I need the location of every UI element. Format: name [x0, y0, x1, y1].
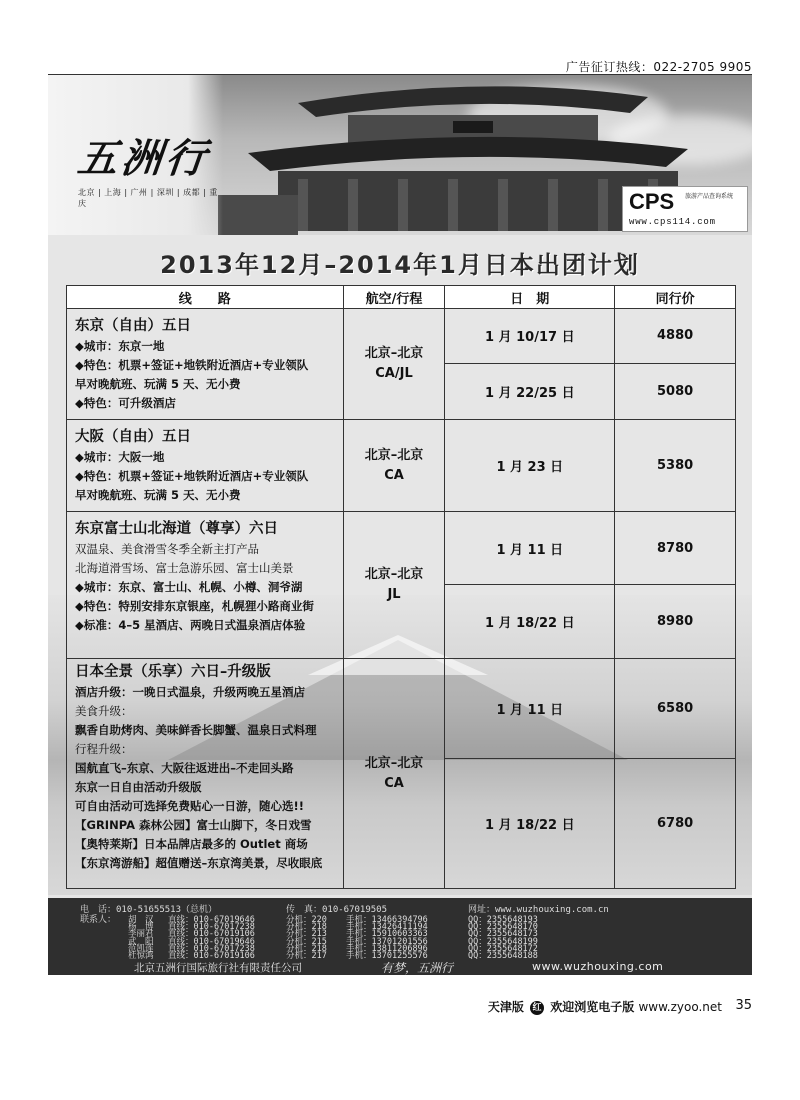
route-line: ◆城市：东京、富士山、札幌、小樽、洞爷湖	[75, 580, 303, 594]
route-title: 东京富士山北海道（尊享）六日	[75, 521, 278, 537]
price-cell: 8780	[615, 512, 736, 585]
contact-qq: QQ：2355648170	[468, 922, 538, 933]
table-row	[67, 512, 736, 585]
contact-direct: 直线：010-67017238	[168, 922, 255, 933]
price-cell: 4880	[615, 309, 736, 364]
contact-qq: QQ：2355648173	[468, 929, 538, 940]
route-line: 【东京湾游船】超值赠送–东京湾美景，尽收眼底	[75, 856, 323, 870]
air-route: 北京–北京	[364, 447, 424, 463]
contact-name: 杜惊鸿	[128, 951, 154, 961]
edition-label: 天津版	[487, 1000, 524, 1014]
air-cell	[343, 512, 445, 659]
tour-schedule-table	[66, 285, 736, 889]
route-line: 飘香自助烤肉、美味鲜香长脚蟹、温泉日式料理	[75, 723, 317, 737]
date-cell: 1 月 22/25 日	[445, 363, 615, 419]
price-cell: 6580	[615, 659, 736, 759]
contact-qq: QQ：2355648172	[468, 943, 538, 954]
air-carrier: CA	[384, 467, 404, 483]
contact-qq: QQ：2355648199	[468, 936, 538, 947]
welcome-text: 欢迎浏览电子版	[550, 1000, 635, 1014]
table-row	[67, 309, 736, 364]
route-cell	[67, 420, 344, 512]
air-cell	[343, 420, 445, 512]
company-name: 北京五洲行国际旅行社有限责任公司	[134, 962, 302, 974]
contact-direct: 直线：010-67019106	[168, 951, 255, 961]
contact-ext: 分机：213	[286, 929, 327, 940]
ad-title: 2013年12月–2014年1月日本出团计划	[160, 251, 640, 279]
contact-direct: 直线：010-67017238	[168, 943, 255, 954]
price-cell: 6780	[615, 759, 736, 889]
route-line: 行程升级：	[75, 742, 133, 756]
date-cell: 1 月 18/22 日	[445, 759, 615, 889]
contact-direct: 直线：010-67019646	[168, 915, 255, 925]
contact-name: 杨 博	[128, 922, 154, 933]
contact-mobile: 手机：15910603363	[346, 929, 428, 940]
route-line: ◆特色：特别安排东京银座，札幌狸小路商业街	[75, 599, 314, 613]
route-line: 早对晚航班、玩满 5 天、无小费	[75, 377, 241, 391]
contact-name: 李丽君	[128, 929, 154, 940]
route-line: ◆特色：机票+签证+地铁附近酒店+专业领队	[75, 469, 309, 483]
red-badge-icon: 红	[530, 1001, 544, 1015]
date-cell: 1 月 18/22 日	[445, 585, 615, 659]
page-footer-text	[488, 998, 722, 1015]
date-cell: 1 月 10/17 日	[445, 309, 615, 364]
route-line: 【奥特莱斯】日本品牌店最多的 Outlet 商场	[75, 837, 308, 851]
contacts-label: 联系人：	[80, 915, 117, 925]
header-air: 航空/行程	[343, 286, 445, 309]
footer-fax: 传 真：010-67019505	[286, 905, 388, 915]
header-date: 日 期	[445, 286, 615, 309]
table-row	[67, 659, 736, 759]
cps-badge	[622, 186, 748, 232]
air-carrier: CA/JL	[375, 366, 413, 381]
route-line: ◆特色：机票+签证+地铁附近酒店+专业领队	[75, 358, 309, 372]
contact-name: 范凯莲	[128, 943, 154, 954]
footer-phone: 电 话：010-51655513（总机）	[80, 905, 218, 915]
air-carrier: JL	[387, 587, 401, 602]
air-route: 北京–北京	[364, 755, 424, 771]
date-cell: 1 月 23 日	[445, 420, 615, 512]
route-line: 双温泉、美食滑雪冬季全新主打产品	[75, 542, 259, 556]
route-title: 大阪（自由）五日	[75, 429, 191, 445]
contact-qq: QQ：2355648193	[468, 915, 538, 925]
contact-ext: 分机：220	[286, 915, 327, 925]
air-cell	[343, 309, 445, 420]
contact-mobile: 手机：13701201556	[346, 936, 428, 947]
route-title: 东京（自由）五日	[75, 318, 191, 334]
route-line: ◆城市：大阪一地	[75, 450, 165, 464]
header-price: 同行价	[615, 286, 736, 309]
contact-ext: 分机：217	[286, 951, 327, 961]
page-header	[0, 0, 800, 74]
cps-logo: CPS	[629, 189, 675, 214]
route-line: 国航直飞–东京、大阪往返进出–不走回头路	[75, 761, 294, 775]
branch-cities: 北京 | 上海 | 广州 | 深圳 | 成都 | 重庆	[78, 188, 218, 208]
contact-ext: 分机：218	[286, 922, 327, 933]
price-cell: 5380	[615, 420, 736, 512]
route-line: 酒店升级：一晚日式温泉，升级两晚五星酒店	[75, 685, 305, 699]
route-line: 可自由活动可选择免费贴心一日游，随心选!!	[75, 799, 304, 813]
hero-banner	[48, 75, 752, 235]
route-line: 美食升级：	[75, 704, 133, 718]
table-header-row	[67, 286, 736, 309]
route-line: ◆特色：可升级酒店	[75, 396, 176, 410]
advertisement	[48, 75, 752, 975]
contact-mobile: 手机：13701255576	[346, 951, 428, 961]
header-route: 线 路	[67, 286, 344, 309]
route-line: 东京一日自由活动升级版	[75, 780, 202, 794]
company-slogan: 有梦，五洲行	[381, 961, 454, 975]
date-cell: 1 月 11 日	[445, 659, 615, 759]
contact-mobile: 手机：13426411194	[346, 922, 428, 933]
route-line: 北海道滑雪场、富士急游乐园、富士山美景	[75, 561, 294, 575]
route-cell	[67, 309, 344, 420]
company-url: www.wuzhouxing.com	[532, 960, 664, 973]
route-line: 【GRINPA 森林公园】富士山脚下，冬日戏雪	[75, 818, 312, 832]
page-footer	[48, 998, 752, 1016]
logo-panel	[48, 75, 223, 235]
contact-mobile: 手机：13466394796	[346, 915, 428, 925]
page-number: 35	[735, 998, 752, 1013]
contact-direct: 直线：010-67019646	[168, 936, 255, 947]
table-row	[67, 420, 736, 512]
route-cell	[67, 659, 344, 889]
contact-mobile: 手机：13811206896	[346, 943, 428, 954]
contact-qq: QQ：2355648188	[468, 951, 538, 961]
route-line: ◆城市：东京一地	[75, 339, 165, 353]
route-title: 日本全景（乐享）六日–升级版	[75, 664, 271, 680]
ad-hotline: 广告征订热线：022-2705 9905	[565, 60, 752, 74]
contact-direct: 直线：010-67019106	[168, 929, 255, 940]
route-line: 早对晚航班、玩满 5 天、无小费	[75, 488, 241, 502]
route-cell	[67, 512, 344, 659]
cps-url: www.cps114.com	[629, 217, 716, 227]
air-carrier: CA	[384, 775, 404, 791]
route-line: ◆标准：4–5 星酒店、两晚日式温泉酒店体验	[75, 618, 306, 632]
contact-ext: 分机：215	[286, 936, 327, 947]
contact-footer	[48, 898, 752, 975]
air-cell	[343, 659, 445, 889]
footer-website: 网址：www.wuzhouxing.com.cn	[468, 905, 609, 915]
contact-ext: 分机：218	[286, 943, 327, 954]
brand-logo: 五洲行	[75, 135, 213, 182]
contact-name: 胡 汉	[128, 915, 154, 925]
site-url: www.zyoo.net	[638, 1000, 722, 1014]
price-cell: 8980	[615, 585, 736, 659]
contact-name: 武 阳	[128, 936, 154, 947]
air-route: 北京–北京	[364, 567, 424, 582]
air-route: 北京–北京	[364, 346, 424, 361]
cps-tagline: 旅游产品查询系统	[685, 193, 734, 200]
date-cell: 1 月 11 日	[445, 512, 615, 585]
price-cell: 5080	[615, 363, 736, 419]
